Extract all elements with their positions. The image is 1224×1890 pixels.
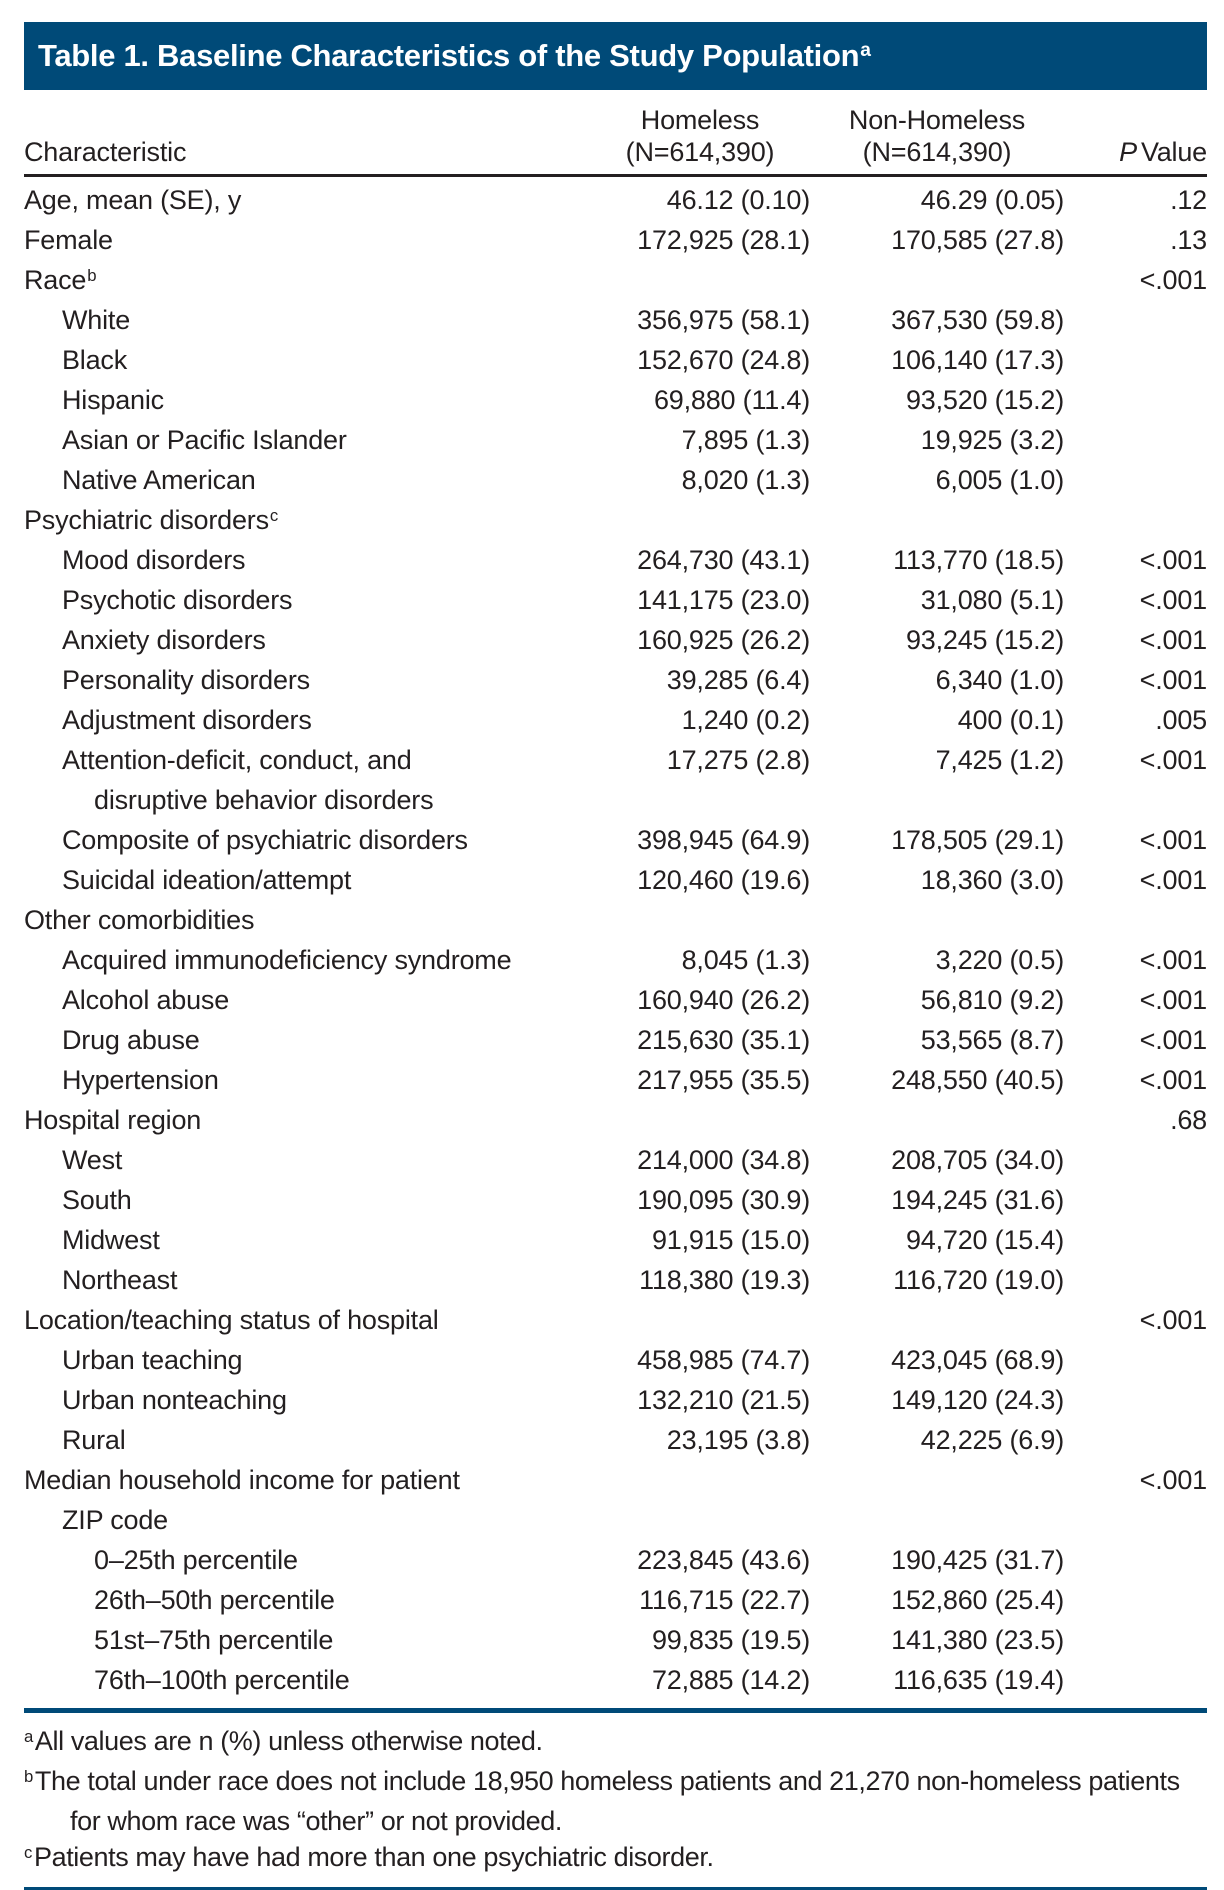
characteristic-cell [24, 1342, 590, 1382]
nonhomeless-value-cell: 116,635 (19.4) [893, 1665, 1064, 1695]
table-title [38, 38, 871, 74]
nonhomeless-value-cell: 170,585 (27.8) [891, 225, 1064, 255]
characteristic-cell [24, 1662, 590, 1702]
characteristic-label: West [62, 1145, 123, 1175]
column-header-characteristic: Characteristic [24, 137, 187, 167]
characteristic-label: ZIP code [62, 1505, 168, 1535]
nonhomeless-value-cell: 3,220 (0.5) [935, 945, 1064, 975]
table-title-text: Table 1. Baseline Characteristics of the Study Population [38, 38, 860, 73]
table-row [24, 622, 1207, 662]
nonhomeless-value-cell: 152,860 (25.4) [891, 1585, 1064, 1615]
column-header-p-rest: Value [1140, 137, 1207, 167]
nonhomeless-value-cell: 94,720 (15.4) [905, 1225, 1064, 1255]
table-row [24, 862, 1207, 902]
characteristic-cell [24, 302, 590, 342]
column-header-homeless [590, 104, 810, 168]
characteristic-cell [24, 1622, 590, 1662]
nonhomeless-value-cell: 113,770 (18.5) [893, 545, 1064, 575]
characteristic-label: Drug abuse [62, 1025, 200, 1055]
table-row [24, 702, 1207, 742]
table-row [24, 422, 1207, 462]
characteristic-cell [24, 462, 590, 502]
characteristic-cell [24, 342, 590, 382]
homeless-value-cell: 160,925 (26.2) [637, 625, 810, 655]
table-row [24, 302, 1207, 342]
table-title-bar [24, 22, 1207, 90]
pvalue-cell: .13 [1170, 225, 1207, 255]
characteristic-label: Other comorbidities [24, 905, 255, 935]
pvalue-cell [1064, 422, 1207, 462]
homeless-value-cell [590, 902, 810, 942]
characteristic-cell [24, 262, 590, 302]
table-row [24, 182, 1207, 222]
pvalue-cell [1064, 502, 1207, 542]
homeless-value-cell: 39,285 (6.4) [666, 665, 810, 695]
characteristic-cell [24, 1062, 590, 1102]
pvalue-cell [1064, 1662, 1207, 1702]
characteristic-cell [24, 1302, 590, 1342]
homeless-value-cell: 152,670 (24.8) [637, 345, 810, 375]
nonhomeless-value-cell [810, 1502, 1064, 1542]
characteristic-label: Asian or Pacific Islander [62, 425, 347, 455]
homeless-value-cell: 17,275 (2.8) [666, 745, 810, 775]
table-row [24, 582, 1207, 622]
footnote [24, 1763, 1207, 1839]
characteristic-label: Hypertension [62, 1065, 219, 1095]
characteristic-cell [24, 542, 590, 582]
nonhomeless-value-cell: 31,080 (5.1) [920, 585, 1064, 615]
pvalue-cell [1064, 1342, 1207, 1382]
table-row [24, 902, 1207, 942]
characteristic-label: Race [24, 265, 87, 295]
homeless-value-cell: 8,020 (1.3) [681, 465, 810, 495]
pvalue-cell: <.001 [1139, 1025, 1207, 1055]
table-row [24, 742, 1207, 782]
pvalue-cell [1064, 1502, 1207, 1542]
homeless-value-cell: 23,195 (3.8) [666, 1425, 810, 1455]
characteristic-cell [24, 702, 590, 742]
pvalue-cell: <.001 [1139, 625, 1207, 655]
nonhomeless-value-cell [810, 502, 1064, 542]
characteristic-cell [24, 942, 590, 982]
characteristic-label: Age, mean (SE), y [24, 185, 242, 215]
characteristic-cell [24, 1462, 590, 1502]
characteristic-cell [24, 1222, 590, 1262]
nonhomeless-value-cell [810, 1302, 1064, 1342]
nonhomeless-value-cell: 19,925 (3.2) [920, 425, 1064, 455]
nonhomeless-value-cell [810, 902, 1064, 942]
table-row [24, 1462, 1207, 1502]
pvalue-cell [1064, 1582, 1207, 1622]
characteristic-cell [24, 182, 590, 222]
characteristic-cell [24, 382, 590, 422]
pvalue-cell: <.001 [1139, 865, 1207, 895]
characteristic-cell [24, 1022, 590, 1062]
characteristic-label: Midwest [62, 1225, 160, 1255]
characteristic-label: Composite of psychiatric disorders [62, 825, 468, 855]
characteristic-label: disruptive behavior disorders [94, 785, 434, 815]
column-header-nonhomeless-line2: (N=614,390) [862, 137, 1012, 167]
characteristic-cell [24, 222, 590, 262]
characteristic-cell [24, 902, 590, 942]
characteristic-cell [24, 1142, 590, 1182]
homeless-value-cell: 69,880 (11.4) [653, 385, 810, 415]
pvalue-cell [1064, 1222, 1207, 1262]
nonhomeless-value-cell: 7,425 (1.2) [935, 745, 1064, 775]
table-row [24, 262, 1207, 302]
homeless-value-cell: 190,095 (30.9) [637, 1185, 810, 1215]
row-footnote-marker: b [87, 265, 97, 285]
nonhomeless-value-cell: 6,340 (1.0) [935, 665, 1064, 695]
table-row [24, 382, 1207, 422]
table-row [24, 1422, 1207, 1462]
pvalue-cell [1064, 462, 1207, 502]
characteristic-cell [24, 822, 590, 862]
column-header-homeless-line1: Homeless [640, 105, 760, 135]
table-row [24, 542, 1207, 582]
homeless-value-cell: 7,895 (1.3) [681, 425, 810, 455]
pvalue-cell [1064, 1182, 1207, 1222]
homeless-value-cell: 160,940 (26.2) [637, 985, 810, 1015]
nonhomeless-value-cell: 149,120 (24.3) [891, 1385, 1064, 1415]
nonhomeless-value-cell: 106,140 (17.3) [891, 345, 1064, 375]
characteristic-label: Acquired immunodeficiency syndrome [62, 945, 512, 975]
characteristic-label: Adjustment disorders [62, 705, 312, 735]
footnote-text: The total under race does not include 18,950 homeless patients and 21,270 non-homeless patients for whom race was “other” or not provided. [34, 1766, 1180, 1836]
table-row [24, 1062, 1207, 1102]
pvalue-cell: <.001 [1139, 585, 1207, 615]
pvalue-cell [1064, 1382, 1207, 1422]
nonhomeless-value-cell: 18,360 (3.0) [920, 865, 1064, 895]
table-row [24, 1182, 1207, 1222]
homeless-value-cell: 120,460 (19.6) [637, 865, 810, 895]
pvalue-cell: <.001 [1139, 945, 1207, 975]
nonhomeless-value-cell: 93,245 (15.2) [905, 625, 1064, 655]
pvalue-cell [1064, 342, 1207, 382]
characteristic-cell [24, 982, 590, 1022]
characteristic-cell [24, 862, 590, 902]
table-row [24, 1622, 1207, 1662]
homeless-value-cell: 91,915 (15.0) [651, 1225, 810, 1255]
table-row [24, 982, 1207, 1022]
nonhomeless-value-cell: 367,530 (59.8) [891, 305, 1064, 335]
nonhomeless-value-cell: 141,380 (23.5) [891, 1625, 1064, 1655]
homeless-value-cell: 215,630 (35.1) [637, 1025, 810, 1055]
homeless-value-cell: 223,845 (43.6) [637, 1545, 810, 1575]
pvalue-cell: .12 [1170, 185, 1207, 215]
homeless-value-cell [590, 1462, 810, 1502]
footnote-text: Patients may have had more than one psychiatric disorder. [33, 1842, 714, 1872]
characteristic-label: Urban teaching [62, 1345, 243, 1375]
table-row [24, 1502, 1207, 1542]
characteristic-cell [24, 1182, 590, 1222]
table-row [24, 342, 1207, 382]
homeless-value-cell [590, 1502, 810, 1542]
pvalue-cell [1064, 382, 1207, 422]
homeless-value-cell: 116,715 (22.7) [639, 1585, 810, 1615]
pvalue-cell: <.001 [1139, 265, 1207, 295]
nonhomeless-value-cell [810, 1462, 1064, 1502]
pvalue-cell: <.001 [1139, 665, 1207, 695]
table-row [24, 222, 1207, 262]
homeless-value-cell: 1,240 (0.2) [681, 705, 810, 735]
pvalue-cell [1064, 1622, 1207, 1662]
nonhomeless-value-cell [810, 782, 1064, 822]
characteristic-cell [24, 662, 590, 702]
homeless-value-cell: 46.12 (0.10) [666, 185, 810, 215]
pvalue-cell: .005 [1155, 705, 1207, 735]
row-footnote-marker: c [269, 505, 279, 525]
table-row [24, 782, 1207, 822]
homeless-value-cell: 398,945 (64.9) [637, 825, 810, 855]
characteristic-cell [24, 782, 590, 822]
homeless-value-cell [590, 1302, 810, 1342]
characteristic-label: South [62, 1185, 132, 1215]
homeless-value-cell: 99,835 (19.5) [651, 1625, 810, 1655]
table-row [24, 1382, 1207, 1422]
homeless-value-cell: 141,175 (23.0) [637, 585, 810, 615]
footnote-marker: b [24, 1767, 33, 1787]
homeless-value-cell: 172,925 (28.1) [637, 225, 810, 255]
column-header-p-symbol: P [1119, 137, 1137, 167]
table-body [24, 177, 1207, 1702]
table-row [24, 1582, 1207, 1622]
pvalue-cell: <.001 [1139, 825, 1207, 855]
homeless-value-cell: 356,975 (58.1) [637, 305, 810, 335]
column-header-nonhomeless-line1: Non-Homeless [848, 105, 1026, 135]
pvalue-cell [1064, 1542, 1207, 1582]
footnote [24, 1723, 1207, 1763]
characteristic-cell [24, 1542, 590, 1582]
pvalue-cell: <.001 [1139, 1065, 1207, 1095]
homeless-value-cell: 118,380 (19.3) [639, 1265, 810, 1295]
homeless-value-cell: 132,210 (21.5) [637, 1385, 810, 1415]
pvalue-cell [1064, 1142, 1207, 1182]
characteristic-label: Hospital region [24, 1105, 202, 1135]
characteristic-label: Psychotic disorders [62, 585, 293, 615]
column-header-nonhomeless [810, 104, 1064, 168]
pvalue-cell: <.001 [1139, 1305, 1207, 1335]
characteristic-label: 76th–100th percentile [94, 1665, 350, 1695]
homeless-value-cell: 214,000 (34.8) [637, 1145, 810, 1175]
homeless-value-cell: 264,730 (43.1) [637, 545, 810, 575]
nonhomeless-value-cell: 53,565 (8.7) [920, 1025, 1064, 1055]
homeless-value-cell [590, 502, 810, 542]
nonhomeless-value-cell: 42,225 (6.9) [920, 1425, 1064, 1455]
characteristic-label: Attention-deficit, conduct, and [62, 745, 412, 775]
column-header-homeless-line2: (N=614,390) [625, 137, 775, 167]
table-row [24, 1662, 1207, 1702]
title-footnote-marker: a [860, 40, 871, 62]
characteristic-label: Urban nonteaching [62, 1385, 287, 1415]
characteristic-label: Black [62, 345, 128, 375]
characteristic-cell [24, 422, 590, 462]
table-row [24, 1542, 1207, 1582]
characteristic-label: White [62, 305, 131, 335]
characteristic-cell [24, 742, 590, 782]
footnote-marker: c [24, 1843, 32, 1863]
table-row [24, 1342, 1207, 1382]
column-header-pvalue [1064, 136, 1207, 168]
homeless-value-cell: 458,985 (74.7) [637, 1345, 810, 1375]
pvalue-cell: .68 [1170, 1105, 1207, 1135]
table-row [24, 1222, 1207, 1262]
table-row [24, 1142, 1207, 1182]
characteristic-cell [24, 582, 590, 622]
footnotes [24, 1713, 1207, 1879]
nonhomeless-value-cell: 208,705 (34.0) [891, 1145, 1064, 1175]
homeless-value-cell [590, 782, 810, 822]
characteristic-label: 26th–50th percentile [94, 1585, 335, 1615]
nonhomeless-value-cell: 46.29 (0.05) [920, 185, 1064, 215]
nonhomeless-value-cell: 6,005 (1.0) [935, 465, 1064, 495]
nonhomeless-value-cell: 93,520 (15.2) [905, 385, 1064, 415]
table-row [24, 822, 1207, 862]
table-row [24, 462, 1207, 502]
table-row [24, 502, 1207, 542]
characteristic-label: 0–25th percentile [94, 1545, 298, 1575]
characteristic-label: Native American [62, 465, 256, 495]
table-row [24, 662, 1207, 702]
characteristic-label: Mood disorders [62, 545, 246, 575]
characteristic-cell [24, 1422, 590, 1462]
pvalue-cell [1064, 1262, 1207, 1302]
characteristic-label: 51st–75th percentile [94, 1625, 334, 1655]
characteristic-label: Anxiety disorders [62, 625, 266, 655]
characteristic-label: Northeast [62, 1265, 178, 1295]
nonhomeless-value-cell: 400 (0.1) [957, 705, 1064, 735]
characteristic-label: Psychiatric disorders [24, 505, 269, 535]
table-row [24, 1102, 1207, 1142]
nonhomeless-value-cell: 190,425 (31.7) [891, 1545, 1064, 1575]
homeless-value-cell: 217,955 (35.5) [637, 1065, 810, 1095]
nonhomeless-value-cell: 248,550 (40.5) [891, 1065, 1064, 1095]
characteristic-cell [24, 1582, 590, 1622]
pvalue-cell [1064, 302, 1207, 342]
table-row [24, 1262, 1207, 1302]
homeless-value-cell: 72,885 (14.2) [651, 1665, 810, 1695]
characteristic-cell [24, 1102, 590, 1142]
characteristic-label: Rural [62, 1425, 126, 1455]
pvalue-cell: <.001 [1139, 985, 1207, 1015]
footnote-text: All values are n (%) unless otherwise noted. [34, 1726, 543, 1756]
footnote-marker: a [24, 1727, 33, 1747]
homeless-value-cell [590, 262, 810, 302]
pvalue-cell [1064, 1422, 1207, 1462]
pvalue-cell: <.001 [1139, 545, 1207, 575]
characteristic-label: Suicidal ideation/attempt [62, 865, 352, 895]
characteristic-cell [24, 1382, 590, 1422]
nonhomeless-value-cell [810, 262, 1064, 302]
homeless-value-cell: 8,045 (1.3) [681, 945, 810, 975]
characteristic-cell [24, 622, 590, 662]
characteristic-label: Median household income for patient [24, 1465, 460, 1495]
pvalue-cell [1064, 902, 1207, 942]
characteristic-label: Hispanic [62, 385, 164, 415]
characteristic-label: Alcohol abuse [62, 985, 230, 1015]
table-row [24, 942, 1207, 982]
characteristic-label: Location/teaching status of hospital [24, 1305, 439, 1335]
nonhomeless-value-cell: 56,810 (9.2) [920, 985, 1064, 1015]
homeless-value-cell [590, 1102, 810, 1142]
characteristic-label: Female [24, 225, 113, 255]
nonhomeless-value-cell: 423,045 (68.9) [891, 1345, 1064, 1375]
nonhomeless-value-cell: 178,505 (29.1) [891, 825, 1064, 855]
characteristic-label: Personality disorders [62, 665, 310, 695]
pvalue-cell: <.001 [1139, 745, 1207, 775]
footnote [24, 1839, 1207, 1879]
table-row [24, 1302, 1207, 1342]
nonhomeless-value-cell: 194,245 (31.6) [891, 1185, 1064, 1215]
characteristic-cell [24, 502, 590, 542]
characteristic-cell [24, 1502, 590, 1542]
table-row [24, 1022, 1207, 1062]
pvalue-cell [1064, 782, 1207, 822]
column-header-row [24, 104, 1207, 174]
pvalue-cell: <.001 [1139, 1465, 1207, 1495]
nonhomeless-value-cell [810, 1102, 1064, 1142]
nonhomeless-value-cell: 116,720 (19.0) [893, 1265, 1064, 1295]
characteristic-cell [24, 1262, 590, 1302]
